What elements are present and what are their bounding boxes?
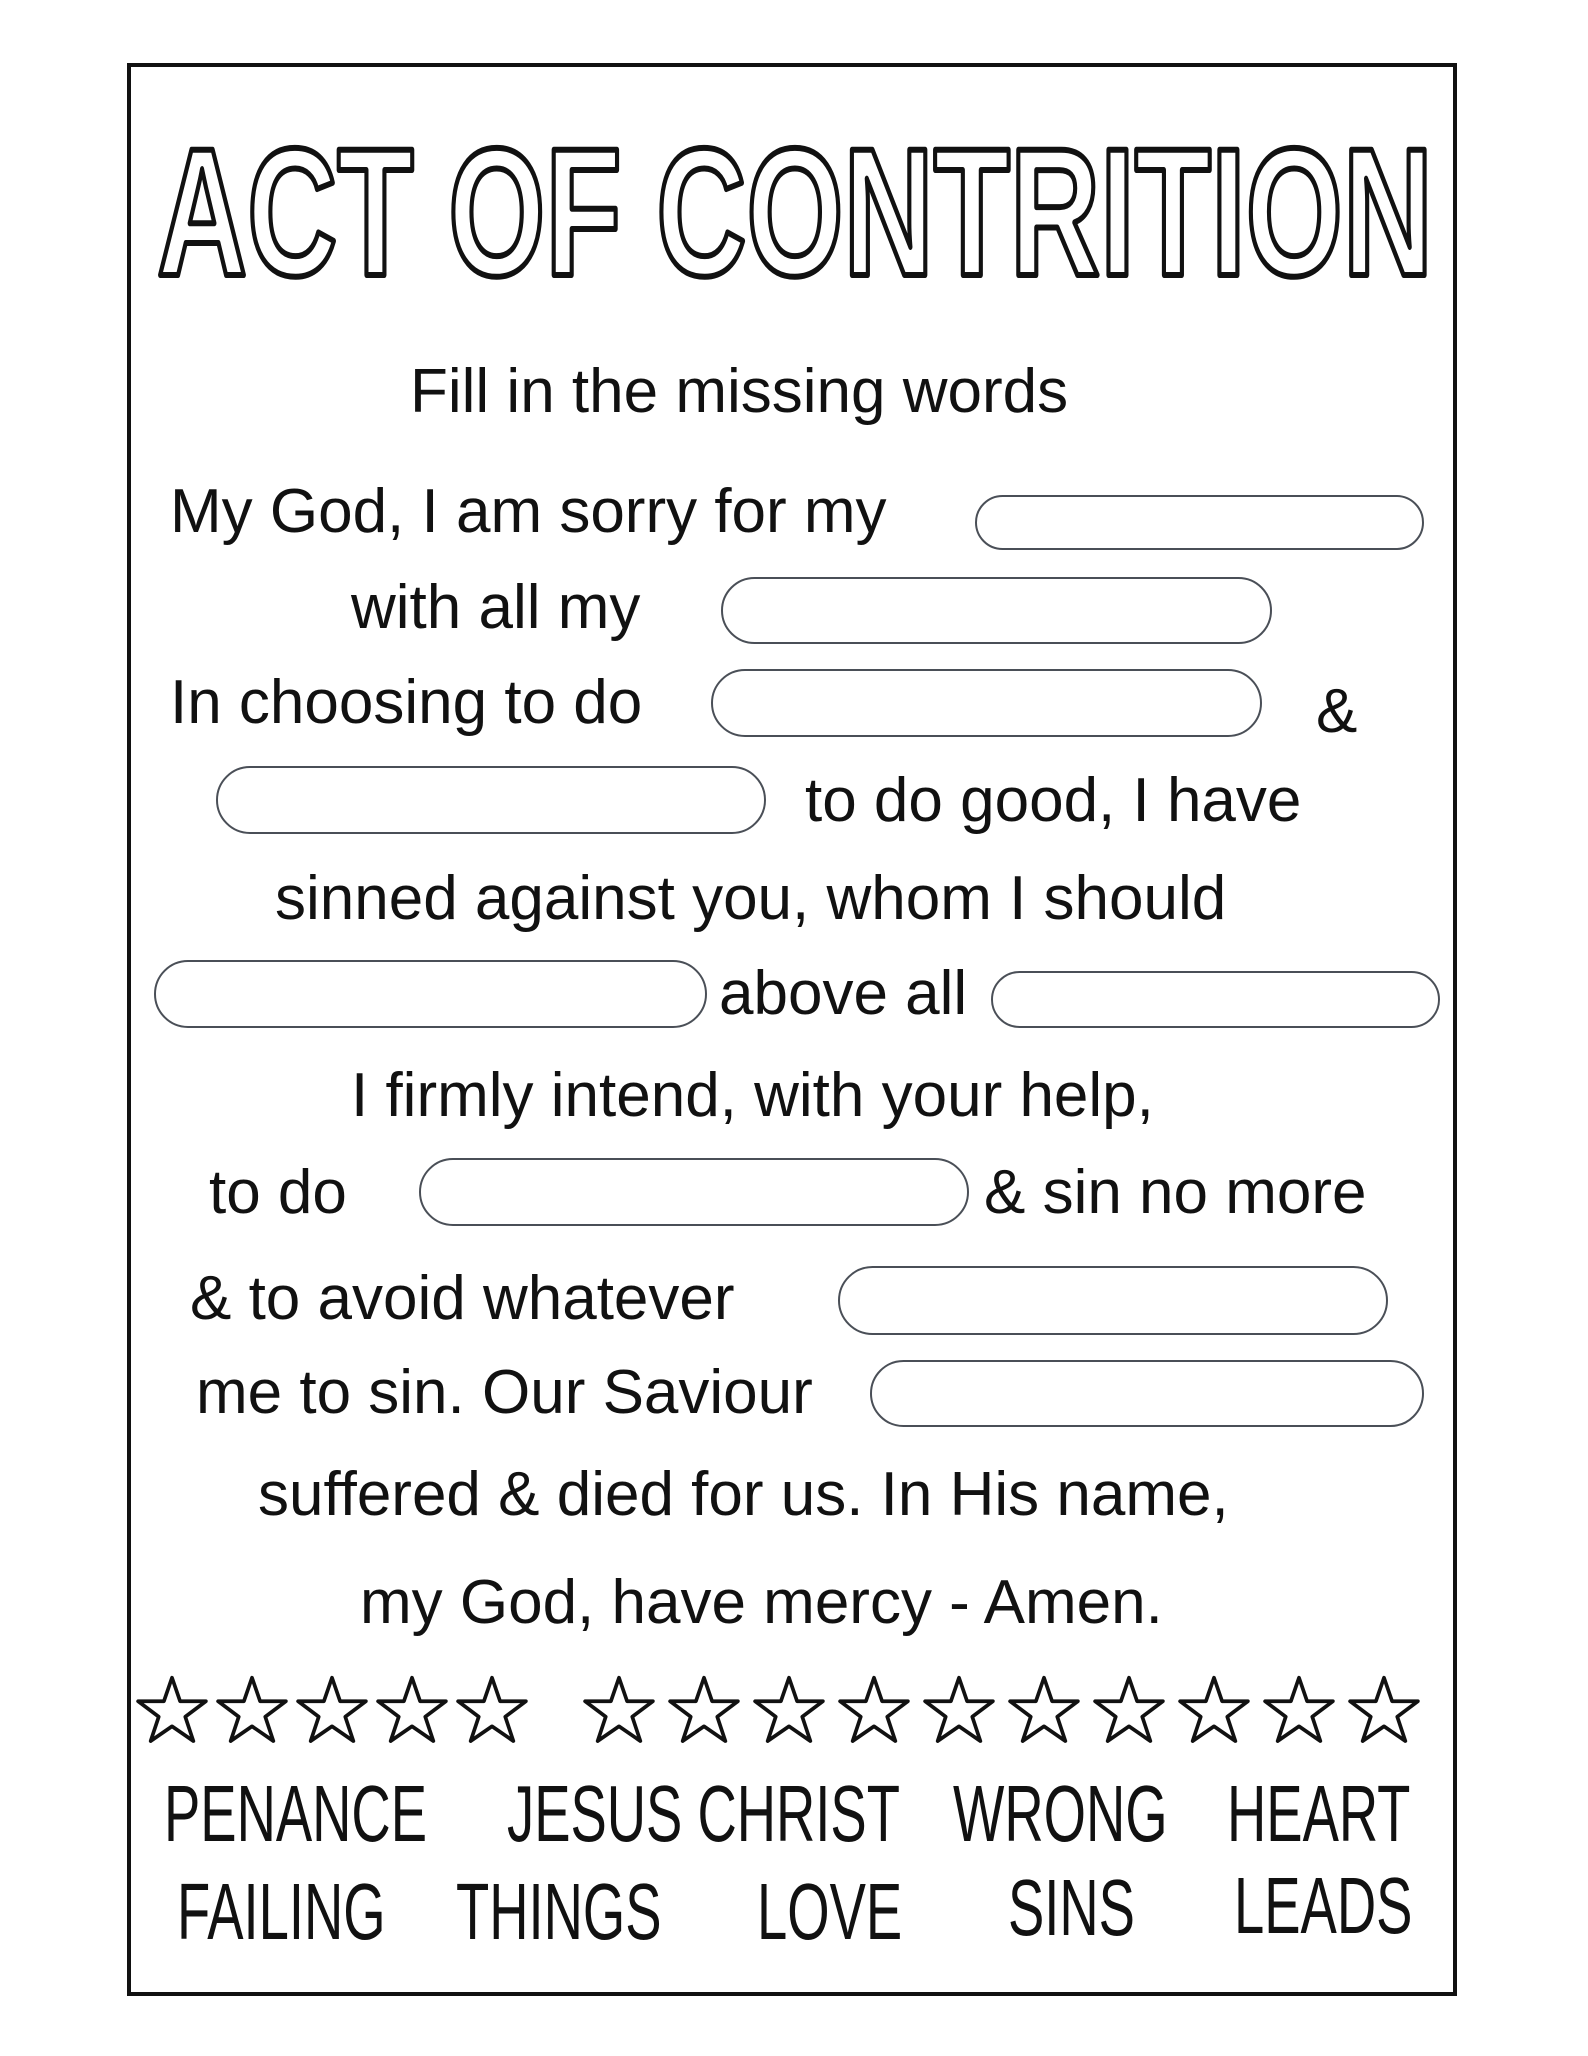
star-icon (295, 1674, 369, 1744)
star-icon (1347, 1674, 1421, 1744)
star-icon (455, 1674, 529, 1744)
answer-blank-4[interactable] (216, 766, 766, 834)
star-icon (752, 1674, 826, 1744)
word-bank-item: JESUS CHRIST (507, 1769, 900, 1858)
word-bank-item: PENANCE (164, 1769, 428, 1858)
title-banner (0, 0, 1588, 300)
word-bank-item: SINS (1008, 1863, 1135, 1952)
answer-blank-2[interactable] (721, 577, 1272, 644)
star-icon (375, 1674, 449, 1744)
answer-blank-8[interactable] (838, 1266, 1388, 1335)
ampersand-text: & (1316, 677, 1358, 746)
answer-blank-7[interactable] (419, 1158, 969, 1226)
prayer-line-6: above all (719, 959, 968, 1028)
word-bank-item: LOVE (757, 1867, 903, 1956)
word-bank-item: FAILING (177, 1867, 386, 1956)
star-icon (1092, 1674, 1166, 1744)
prayer-line-4: to do good, I have (805, 766, 1302, 835)
answer-blank-3[interactable] (711, 669, 1262, 737)
word-bank-item: THINGS (456, 1867, 662, 1956)
answer-blank-9[interactable] (870, 1360, 1424, 1427)
star-icon (1177, 1674, 1251, 1744)
instruction-text: Fill in the missing words (410, 357, 1069, 426)
star-icon (667, 1674, 741, 1744)
word-bank-item: WRONG (953, 1769, 1168, 1858)
word-bank-item: LEADS (1234, 1861, 1413, 1950)
star-icon (135, 1674, 209, 1744)
star-icon (215, 1674, 289, 1744)
star-icon (922, 1674, 996, 1744)
prayer-line-12: my God, have mercy - Amen. (360, 1568, 1163, 1637)
prayer-line-2: with all my (351, 573, 641, 642)
prayer-line-3: In choosing to do (170, 668, 643, 737)
word-bank-item: HEART (1227, 1769, 1411, 1858)
prayer-line-8a: to do (209, 1158, 347, 1227)
prayer-line-8b: & sin no more (984, 1158, 1367, 1227)
prayer-line-11: suffered & died for us. In His name, (258, 1460, 1229, 1529)
prayer-line-10: me to sin. Our Saviour (196, 1358, 813, 1427)
star-icon (582, 1674, 656, 1744)
answer-blank-1[interactable] (975, 495, 1424, 550)
star-icon (1262, 1674, 1336, 1744)
star-icon (1007, 1674, 1081, 1744)
prayer-line-7: I firmly intend, with your help, (351, 1061, 1154, 1130)
prayer-line-9: & to avoid whatever (190, 1264, 735, 1333)
answer-blank-6[interactable] (991, 971, 1440, 1028)
prayer-line-1: My God, I am sorry for my (170, 477, 887, 546)
star-icon (837, 1674, 911, 1744)
answer-blank-5[interactable] (154, 960, 707, 1028)
page-title: ACT OF CONTRITION (157, 110, 1433, 300)
prayer-line-5: sinned against you, whom I should (275, 864, 1227, 933)
